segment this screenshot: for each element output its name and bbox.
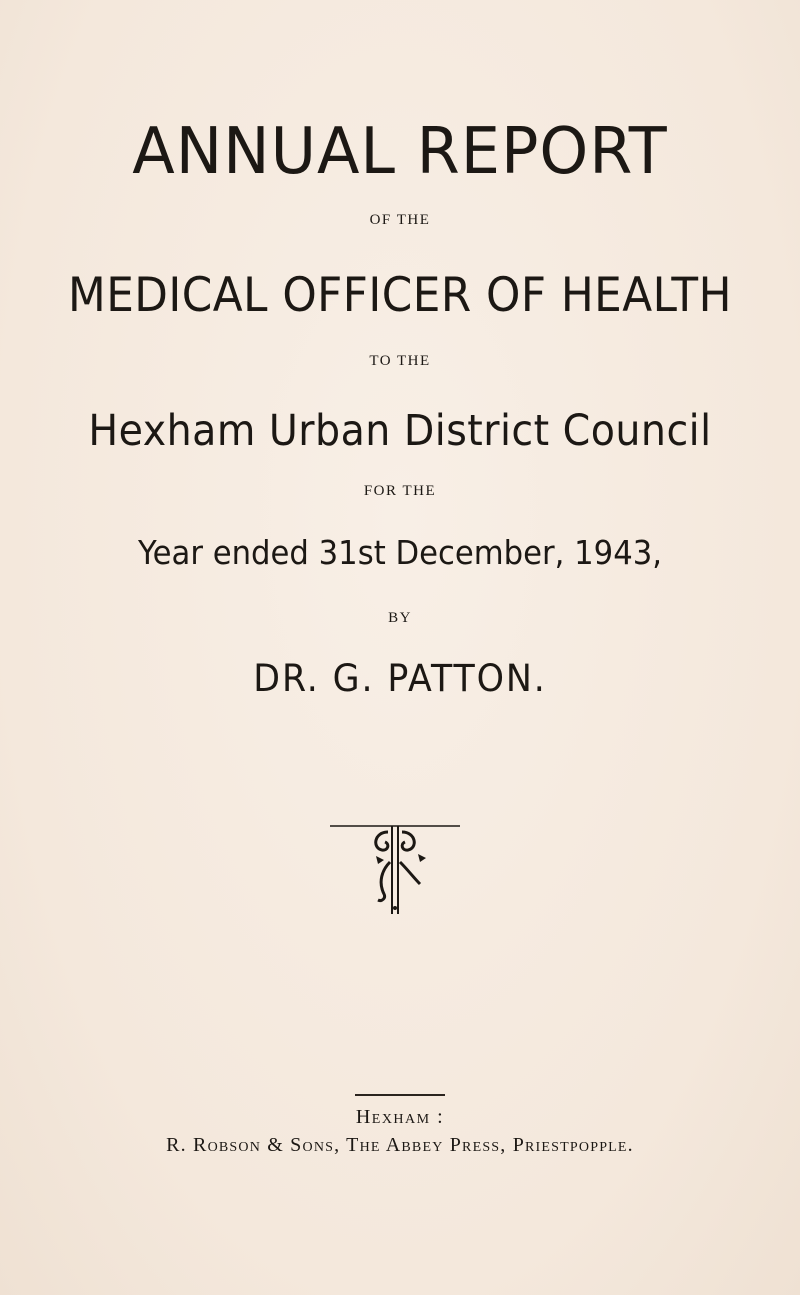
report-period: Year ended 31st December, 1943, <box>137 533 662 572</box>
author-name: DR. G. PATTON. <box>253 657 547 700</box>
printers-ornament-icon <box>330 818 460 918</box>
officer-heading: MEDICAL OFFICER OF HEALTH <box>68 268 732 323</box>
to-the-connector: TO THE <box>369 353 431 369</box>
imprint-place: Hexham : <box>355 1106 445 1128</box>
of-the-connector: OF THE <box>369 212 431 228</box>
imprint-printer: R. Robson & Sons, The Abbey Press, Priestpopple. <box>166 1134 634 1156</box>
imprint-divider <box>355 1094 445 1096</box>
by-connector: BY <box>388 610 412 626</box>
council-name: Hexham Urban District Council <box>88 406 712 456</box>
for-the-connector: FOR THE <box>363 483 437 499</box>
report-title: ANNUAL REPORT <box>132 115 668 189</box>
